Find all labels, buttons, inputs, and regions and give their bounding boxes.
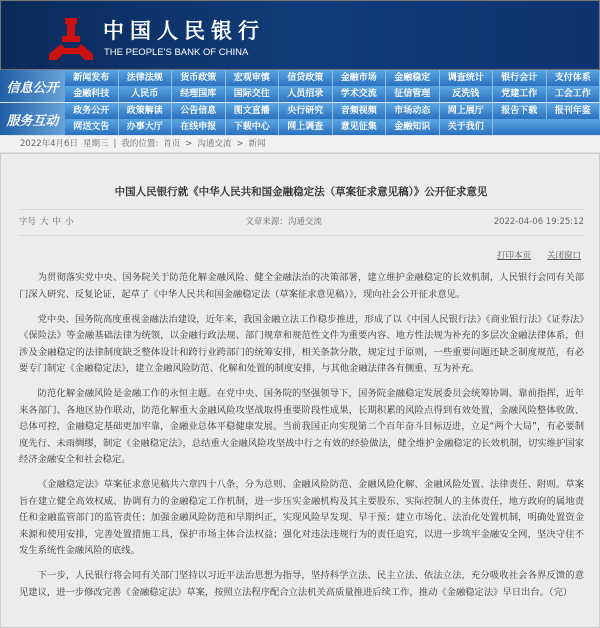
breadcrumb: [0, 136, 600, 153]
nav-link[interactable]: 网送文告: [65, 119, 119, 135]
nav-link[interactable]: 市场动态: [386, 103, 440, 119]
paragraph: 防范化解金融风险是金融工作的永恒主题。在党中央、国务院的坚强领导下，国务院金融稳定发展委员会统筹协调、靠前指挥，近年来各部门、各地区协作联动，防范化解重大金融风险攻坚战取得重要阶段性成果，长期积累的风险点得到有效处置，金融风险整体收敛、总体可控，金融稳定基础更加牢靠，金融业总体平稳健康发展。当前我国正向实现第二个百年奋斗目标迈进，立足“两个大局”，有必要制度先行、未雨绸缪，制定《金融稳定法》，总结重大金融风险攻坚战中行之有效的经验做法，健全维护金融稳定的长效机制，切实维护国家经济金融安全和社会稳定。: [19, 388, 584, 465]
paragraph: 为贯彻落实党中央、国务院关于防范化解金融风险、健全金融法治的决策部署，建立维护金融稳定的长效机制，人民银行会同有关部门深入研究、反复论证，起草了《中华人民共和国金融稳定法（草案征求意见稿）》，现向社会公开征求意见。: [19, 272, 584, 300]
nav-link[interactable]: 关于我们: [440, 119, 494, 135]
current-date: 2022年4月6日: [20, 138, 78, 149]
nav-group-label: 服务互动: [0, 103, 65, 135]
nav-link[interactable]: 政策解读: [119, 103, 173, 119]
nav-link[interactable]: 下载中心: [226, 119, 280, 135]
chevron-right-icon: >: [185, 138, 193, 149]
nav-link[interactable]: 宏观审慎: [226, 70, 280, 86]
nav-link[interactable]: 征信管理: [386, 86, 440, 102]
paragraph: 《金融稳定法》草案征求意见稿共六章四十八条，分为总则、金融风险防范、金融风险化解、金融风险处置、法律责任、附则。草案旨在建立健全高效权威、协调有力的金融稳定工作机制，进一步压实金融机构及其主要股东、实际控制人的主体责任，地方政府的属地责任和金融监管部门的监管责任；加强金融风险防范和早期纠正，实现风险早发现、早干预；建立市场化、法治化处置机制，明确处置资金来源和使用安排，完善处置措施工具，保护市场主体合法权益；强化对违法违规行为的责任追究，以进一步筑牢金融安全网，坚决守住不发生系统性金融风险的底线。: [19, 479, 584, 556]
nav-row: [65, 70, 600, 86]
nav-link[interactable]: 在线申报: [172, 119, 226, 135]
nav-link[interactable]: 音频视频: [333, 103, 387, 119]
nav-link[interactable]: 网上调查: [279, 119, 333, 135]
location-label: 我的位置:: [121, 138, 159, 149]
font-large-button[interactable]: 大: [40, 217, 49, 227]
font-size-label: 字号: [19, 217, 37, 227]
nav-group-label: 信息公开: [0, 70, 65, 102]
nav-link[interactable]: 报告下载: [493, 103, 547, 119]
nav-link[interactable]: 新闻发布: [65, 70, 119, 86]
divider: [19, 209, 584, 210]
nav-link[interactable]: 货币政策: [172, 70, 226, 86]
nav-link[interactable]: 反洗钱: [440, 86, 494, 102]
nav-link[interactable]: 人员招录: [279, 86, 333, 102]
nav-row: [65, 119, 600, 135]
publish-datetime: 2022-04-06 19:25:12: [493, 217, 584, 227]
logo-english-name: THE PEOPLE'S BANK OF CHINA: [104, 47, 249, 58]
nav-link[interactable]: 银行会计: [493, 70, 547, 86]
breadcrumb-home[interactable]: 首页: [163, 138, 181, 149]
article-meta: [19, 216, 584, 228]
nav-row: [65, 103, 600, 119]
nav-link[interactable]: 金融知识: [386, 119, 440, 135]
nav-link[interactable]: 法律法规: [119, 70, 173, 86]
nav-link[interactable]: 报刊年鉴: [547, 103, 600, 119]
nav-link[interactable]: 政务公开: [65, 103, 119, 119]
font-medium-button[interactable]: 中: [52, 217, 62, 227]
print-page-link[interactable]: 打印本页: [496, 251, 531, 261]
nav-link[interactable]: 央行研究: [279, 103, 333, 119]
nav-link[interactable]: 工会工作: [547, 86, 600, 102]
article-actions: [497, 250, 581, 262]
breadcrumb-news[interactable]: 新闻: [248, 138, 266, 149]
nav-link[interactable]: 人民币: [119, 86, 173, 102]
nav-link[interactable]: 信贷政策: [279, 70, 333, 86]
paragraph: 下一步，人民银行将会同有关部门坚持以习近平法治思想为指导，坚持科学立法、民主立法、依法立法，充分吸收社会各界反馈的意见建议，进一步修改完善《金融稳定法》草案，按照立法程序配合立法机关高质量推进后续工作，推动《金融稳定法》早日出台。（完）: [19, 570, 584, 598]
chevron-right-icon: >: [236, 138, 244, 149]
article-title: 中国人民银行就《中华人民共和国金融稳定法（草案征求意见稿）》公开征求意见: [114, 186, 488, 198]
logo-chinese-name: 中国人民银行: [103, 18, 265, 43]
main-navigation: [0, 70, 600, 136]
nav-link[interactable]: 办事大厅: [119, 119, 173, 135]
nav-group: [0, 70, 600, 103]
pboc-logo-icon: [47, 18, 95, 62]
article-container: [0, 153, 600, 628]
article-body: [19, 270, 584, 610]
separator: |: [113, 138, 117, 149]
close-window-link[interactable]: 关闭窗口: [546, 251, 581, 261]
nav-link[interactable]: 党建工作: [493, 86, 547, 102]
nav-link[interactable]: 网上展厅: [440, 103, 494, 119]
nav-link[interactable]: 调查统计: [440, 70, 494, 86]
site-header: [0, 0, 600, 70]
nav-link[interactable]: 学术交流: [333, 86, 387, 102]
font-size-controls: [19, 216, 74, 228]
breadcrumb-communication[interactable]: 沟通交流: [197, 138, 232, 149]
nav-link[interactable]: 图文直播: [226, 103, 280, 119]
font-small-button[interactable]: 小: [65, 217, 74, 227]
nav-link[interactable]: 金融科技: [65, 86, 119, 102]
nav-group: [0, 103, 600, 136]
article-source: 文章来源：沟通交流: [245, 217, 322, 227]
nav-link[interactable]: 国际交往: [226, 86, 280, 102]
nav-link[interactable]: 支付体系: [547, 70, 600, 86]
paragraph: 党中央、国务院高度重视金融法治建设，近年来，我国金融立法工作稳步推进，形成了以《中国人民银行法》《商业银行法》《证券法》《保险法》等金融基础法律为统领，以金融行政法规、部门规章和规范性文件为重要内容、地方性法规为补充的多层次金融法律体系，但涉及金融稳定的法律制度缺乏整体设计和跨行业跨部门的统筹安排，相关条款分散，规定过于原则，一些重要问题还缺乏制度规范，有必要专门制定《金融稳定法》，建立金融风险防范、化解和处置的制度安排，与其他金融法律各有侧重、互为补充。: [19, 313, 584, 374]
nav-link[interactable]: 金融市场: [333, 70, 387, 86]
nav-link[interactable]: 公告信息: [172, 103, 226, 119]
weekday: 星期三: [82, 138, 109, 149]
divider: [19, 235, 584, 236]
nav-link[interactable]: 金融稳定: [386, 70, 440, 86]
nav-link[interactable]: 经理国库: [172, 86, 226, 102]
nav-row: [65, 86, 600, 102]
nav-link[interactable]: 意见征集: [333, 119, 387, 135]
